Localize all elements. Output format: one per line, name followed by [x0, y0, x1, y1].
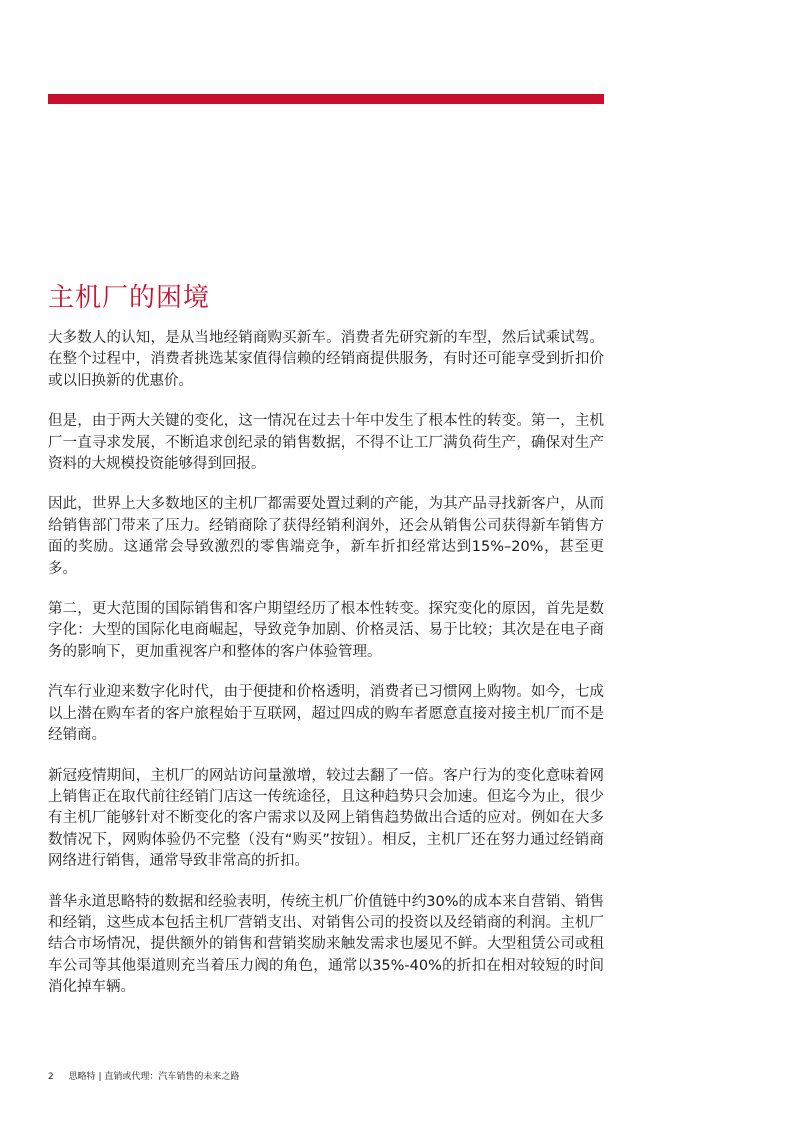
paragraph-4: 第二，更大范围的国际销售和客户期望经历了根本性转变。探究变化的原因，首先是数字化：大型的国际化电商崛起，导致竞争加剧、价格灵活、易于比较；其次是在电子商务的影响下，更加重视客户和整体的客户体验管理。 [48, 601, 604, 660]
paragraph-5: 汽车行业迎来数字化时代，由于便捷和价格透明，消费者已习惯网上购物。如今，七成以上潜在购车者的客户旅程始于互联网，超过四成的购车者愿意直接对接主机厂而不是经销商。 [48, 684, 604, 744]
header-accent-bar [48, 94, 604, 104]
body-text [48, 328, 604, 1018]
section-title: 主机厂的困境 [48, 283, 211, 313]
paragraph-7: 普华永道思略特的数据和经验表明，传统主机厂价值链中约30%的成本来自营销、销售和经销，这些成本包括主机厂营销支出、对销售公司的投资以及经销商的利润。主机厂结合市场情况，提供额外的销售和营销奖励来触发需求也屡见不鲜。大型租赁公司或租车公司等其他渠道则充当着压力阀的角色，通常以35%-40%的折扣在相对较短的时间消化掉车辆。 [48, 893, 604, 996]
paragraph-6: 新冠疫情期间，主机厂的网站访问量激增，较过去翻了一倍。客户行为的变化意味着网上销售正在取代前往经销门店这一传统途径，且这种趋势只会加速。但迄今为止，很少有主机厂能够针对不断变化的客户需求以及网上销售趋势做出合适的应对。例如在大多数情况下，网购体验仍不完整（没有“购买”按钮）。相反，主机厂还在努力通过经销商网络进行销售，通常导致非常高的折扣。 [48, 767, 604, 870]
page-footer [48, 1071, 239, 1083]
paragraph-1: 大多数人的认知，是从当地经销商购买新车。消费者先研究新的车型，然后试乘试驾。在整个过程中，消费者挑选某家值得信赖的经销商提供服务，有时还可能享受到折扣价或以旧换新的优惠价。 [48, 330, 604, 389]
paragraph-3: 因此，世界上大多数地区的主机厂都需要处置过剩的产能，为其产品寻找新客户，从而给销售部门带来了压力。经销商除了获得经销利润外，还会从销售公司获得新车销售方面的奖励。这通常会导致激烈的零售端竞争，新车折扣经常达到15%–20%，甚至更多。 [48, 496, 604, 577]
footer-text: 思略特 | 直销或代理：汽车销售的未来之路 [68, 1072, 240, 1082]
paragraph-2: 但是，由于两大关键的变化，这一情况在过去十年中发生了根本性的转变。第一，主机厂一直寻求发展，不断追求创纪录的销售数据，不得不让工厂满负荷生产，确保对生产资料的大规模投资能够得到回报。 [48, 413, 604, 473]
page-number: 2 [48, 1072, 54, 1082]
